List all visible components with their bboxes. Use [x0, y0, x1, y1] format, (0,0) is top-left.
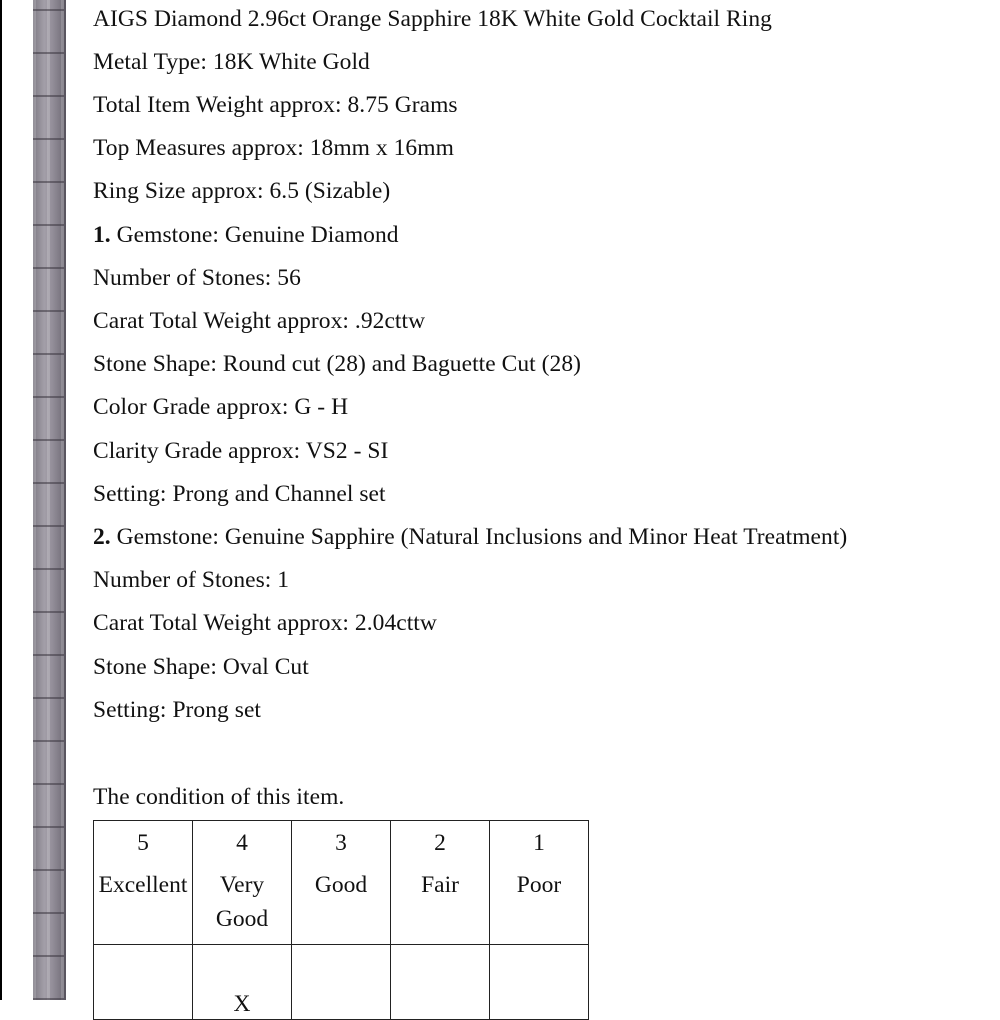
condition-mark-cell	[391, 945, 490, 1020]
condition-label: Very Good	[215, 872, 269, 932]
ring-size: Ring Size approx: 6.5 (Sizable)	[93, 178, 391, 204]
gemstone-2-type: Gemstone: Genuine Sapphire (Natural Inclusions and Minor Heat Treatment)	[110, 524, 848, 550]
gemstone-1-type: Gemstone: Genuine Diamond	[110, 222, 399, 248]
condition-mark-cell	[94, 945, 193, 1020]
stone-texture-border	[33, 0, 65, 1000]
gemstone-1-setting: Setting: Prong and Channel set	[93, 481, 386, 507]
condition-number: 3	[335, 830, 347, 856]
total-item-weight: Total Item Weight approx: 8.75 Grams	[93, 92, 458, 118]
condition-mark-cell	[490, 945, 589, 1020]
window-left-edge	[0, 0, 2, 1000]
condition-cell	[391, 821, 490, 945]
gemstone-1-carat: Carat Total Weight approx: .92cttw	[93, 308, 426, 334]
condition-mark-cell	[193, 945, 292, 1020]
condition-cell	[292, 821, 391, 945]
top-measures: Top Measures approx: 18mm x 16mm	[93, 135, 454, 161]
gemstone-2-carat: Carat Total Weight approx: 2.04cttw	[93, 610, 437, 636]
gemstone-1-color: Color Grade approx: G - H	[93, 394, 349, 420]
gemstone-1-number: 1.	[93, 222, 111, 248]
condition-mark-row	[94, 945, 589, 1020]
condition-label: Excellent	[98, 872, 188, 898]
condition-mark-cell	[292, 945, 391, 1020]
condition-cell	[94, 821, 193, 945]
condition-heading: The condition of this item.	[93, 784, 345, 810]
condition-cell	[490, 821, 589, 945]
gemstone-1-heading	[93, 220, 399, 250]
condition-header-row	[94, 821, 589, 945]
condition-table	[93, 820, 589, 1020]
condition-number: 4	[236, 830, 248, 856]
gemstone-1-shape: Stone Shape: Round cut (28) and Baguette Cut (28)	[93, 351, 582, 377]
gemstone-1-count: Number of Stones: 56	[93, 265, 301, 291]
condition-number: 1	[533, 830, 545, 856]
gemstone-2-setting: Setting: Prong set	[93, 697, 262, 723]
gemstone-2-count: Number of Stones: 1	[93, 567, 290, 593]
metal-type: Metal Type: 18K White Gold	[93, 49, 370, 75]
gemstone-2-heading	[93, 522, 847, 552]
gemstone-2-shape: Stone Shape: Oval Cut	[93, 654, 309, 680]
condition-label: Good	[314, 872, 368, 898]
gemstone-2-number: 2.	[93, 524, 111, 550]
condition-label: Poor	[516, 872, 562, 898]
condition-mark: X	[233, 991, 251, 1017]
item-title: AIGS Diamond 2.96ct Orange Sapphire 18K White Gold Cocktail Ring	[93, 6, 772, 32]
condition-cell	[193, 821, 292, 945]
gemstone-1-clarity: Clarity Grade approx: VS2 - SI	[93, 438, 389, 464]
condition-label: Fair	[421, 872, 459, 898]
condition-number: 2	[434, 830, 446, 856]
condition-number: 5	[137, 830, 149, 856]
